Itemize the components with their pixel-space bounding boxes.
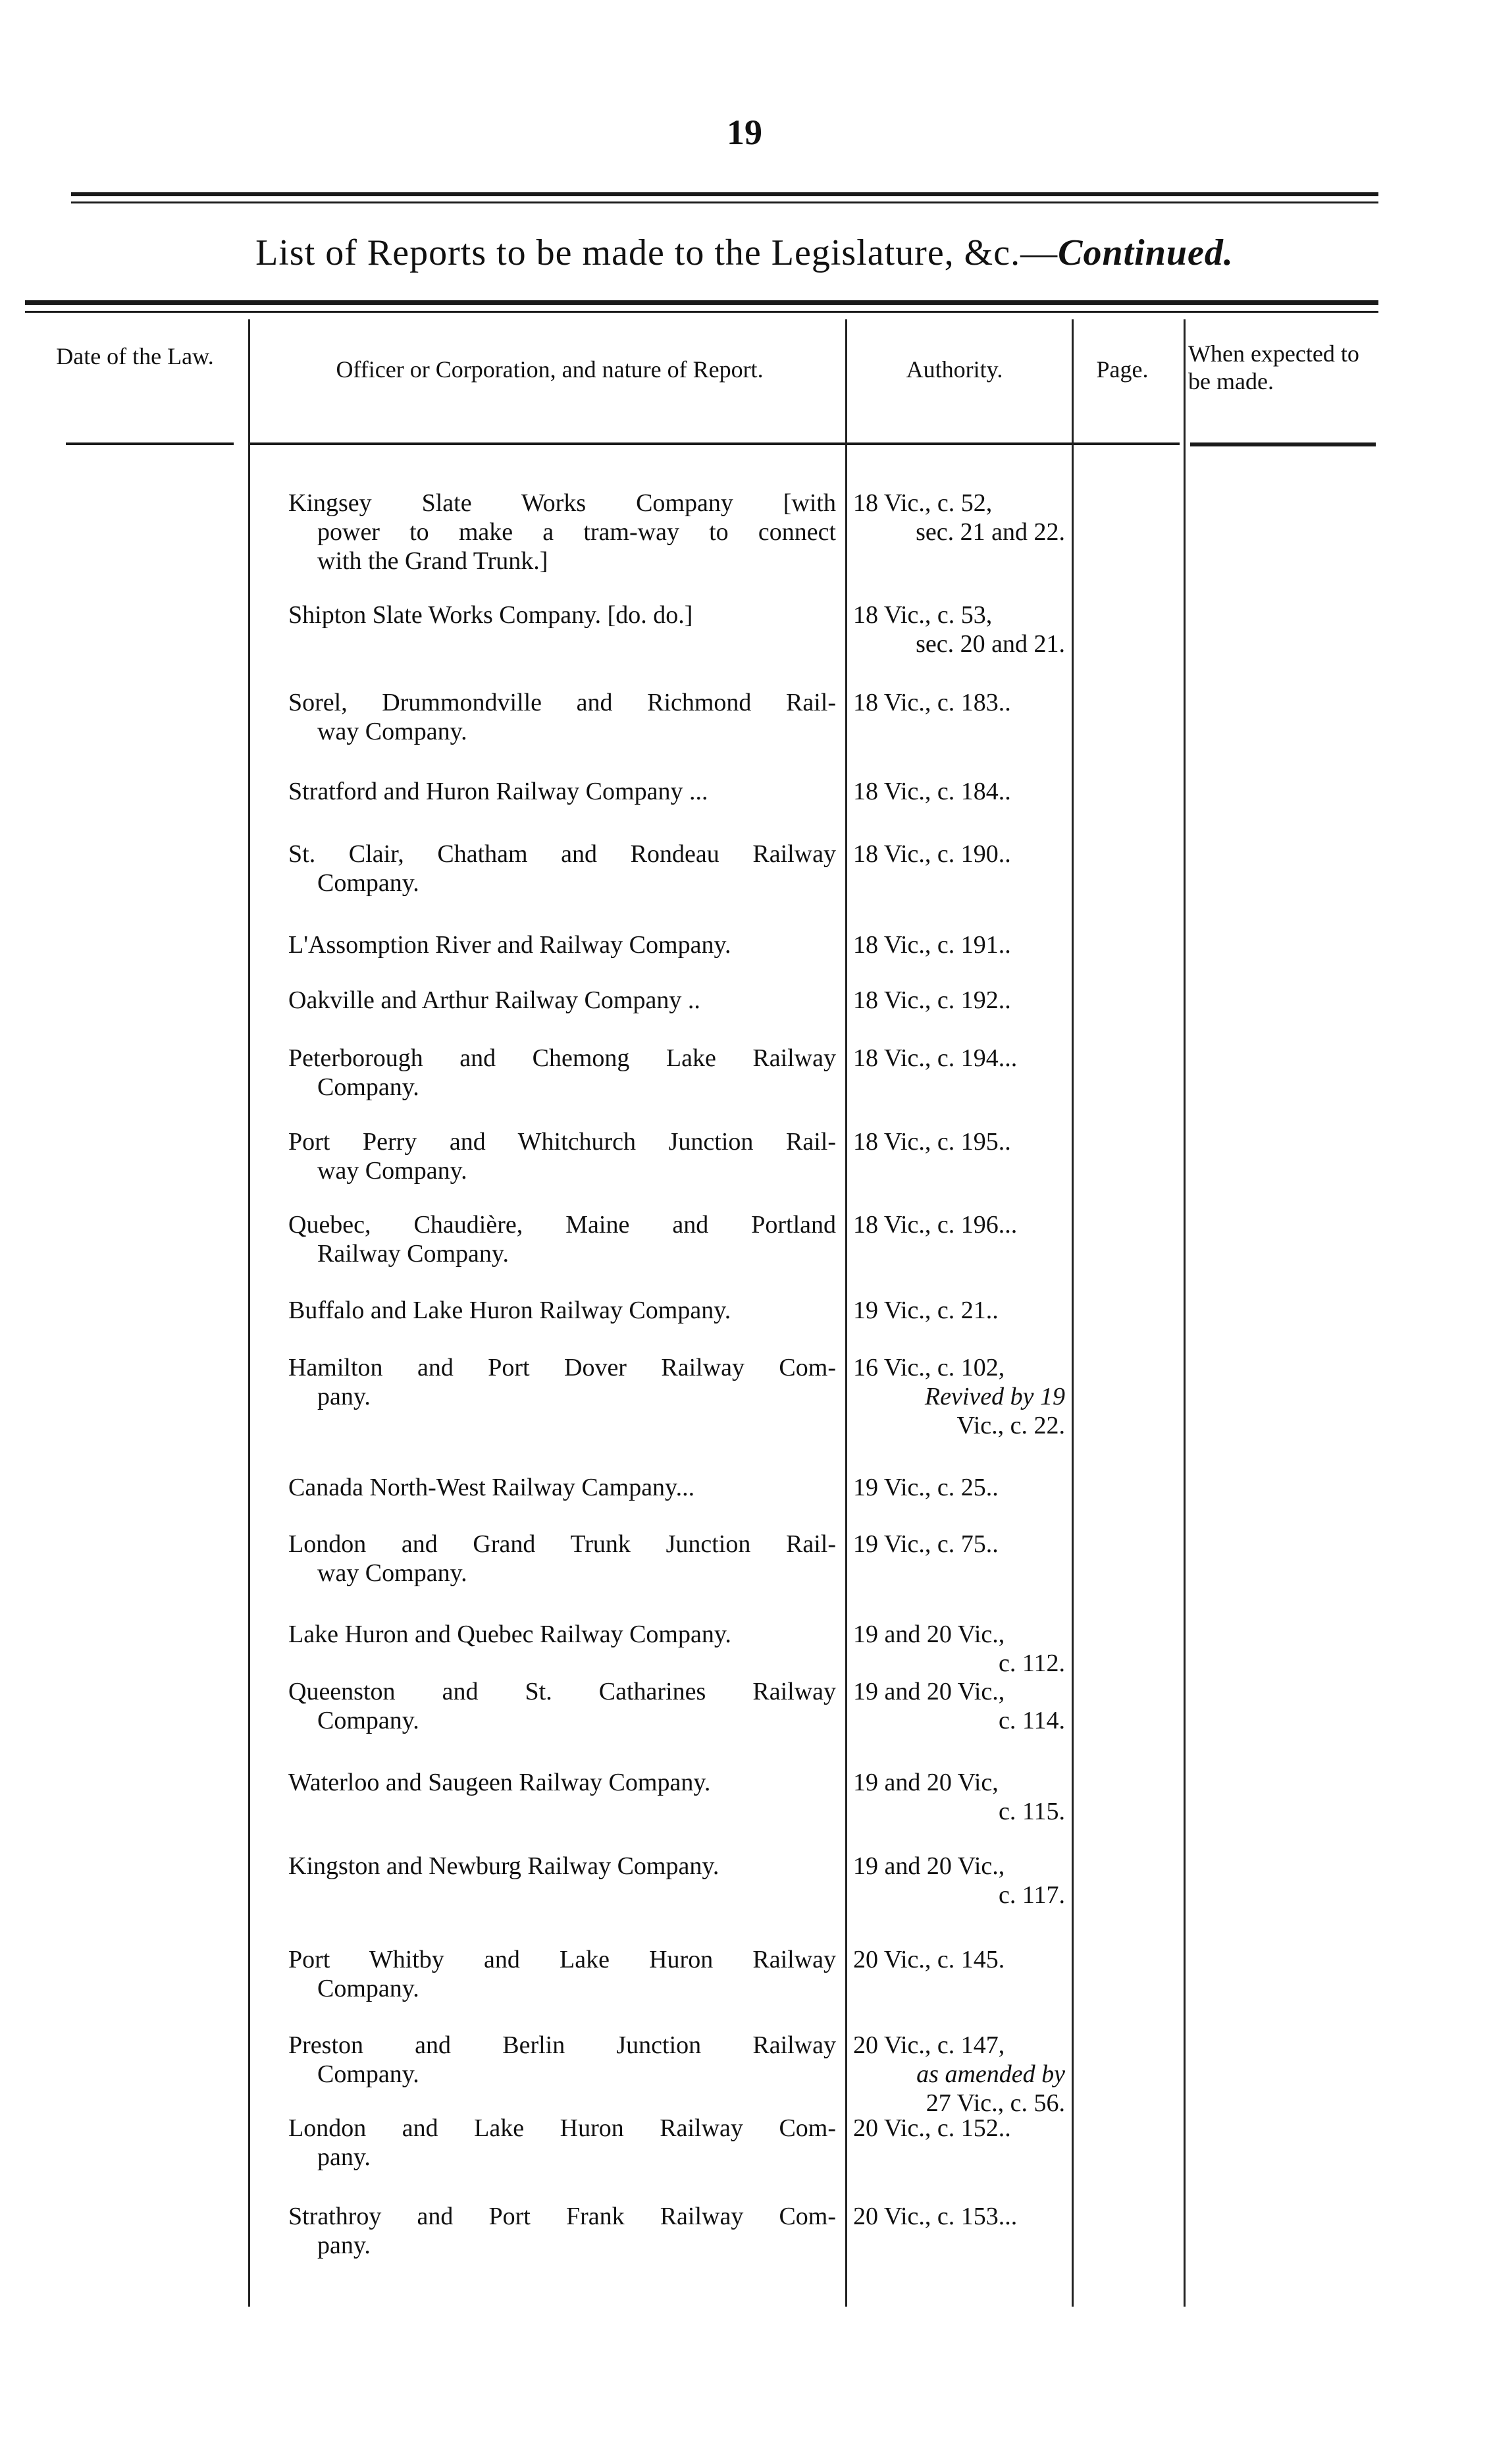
- entry-authority-line: 19 and 20 Vic.,: [853, 1678, 1005, 1705]
- entry-name-line: Preston and Berlin Junction Railway: [288, 2031, 836, 2059]
- entry-name: [288, 2202, 836, 2260]
- header-bottom-rule-2: [250, 442, 1180, 445]
- column-line: [845, 319, 847, 2307]
- entry-name-line: St. Clair, Chatham and Rondeau Railway: [288, 840, 836, 868]
- entry-authority-line: c. 117.: [999, 1881, 1065, 1909]
- entry-authority-line: 18 Vic., c. 192..: [853, 986, 1011, 1014]
- entry-name-line: Stratford and Huron Railway Company ...: [288, 778, 708, 805]
- entry-authority: [853, 601, 1065, 658]
- entry-authority: [853, 1127, 1065, 1156]
- header-officer: Officer or Corporation, and nature of Report.: [336, 356, 764, 383]
- entry-name-line: Sorel, Drummondville and Richmond Rail-: [288, 689, 836, 716]
- entry-name-line: way Company.: [317, 1559, 467, 1587]
- entry-authority-line: 27 Vic., c. 56.: [926, 2089, 1065, 2117]
- entry-authority-line: as amended by: [916, 2060, 1065, 2088]
- top-rule-thin: [71, 201, 1378, 203]
- entry-authority: [853, 688, 1065, 717]
- entry-name: [288, 777, 836, 806]
- header-bottom-rule-3: [1190, 442, 1376, 446]
- entry-name-line: Shipton Slate Works Company. [do. do.]: [288, 601, 693, 629]
- entry-authority: [853, 1296, 1065, 1325]
- title-continued: Continued.: [1058, 232, 1234, 273]
- entry-name-line: Canada North-West Railway Campany...: [288, 1474, 695, 1501]
- entry-name: [288, 1044, 836, 1102]
- page-title: [0, 232, 1489, 274]
- entry-authority: [853, 1945, 1065, 1974]
- entry-name: [288, 1768, 836, 1797]
- entry-name: [288, 1852, 836, 1881]
- entry-authority-line: 18 Vic., c. 196...: [853, 1211, 1018, 1239]
- entry-authority-line: 19 Vic., c. 75..: [853, 1530, 999, 1558]
- entry-authority: [853, 986, 1065, 1015]
- entry-name-line: Queenston and St. Catharines Railway: [288, 1678, 836, 1705]
- entry-name: [288, 1296, 836, 1325]
- entry-authority-line: 16 Vic., c. 102,: [853, 1354, 1005, 1381]
- header-authority: Authority.: [906, 356, 1003, 383]
- entry-name-line: Kingston and Newburg Railway Company.: [288, 1852, 719, 1880]
- entry-authority: [853, 2202, 1065, 2231]
- entry-name: [288, 2114, 836, 2172]
- entry-name-line: Port Whitby and Lake Huron Railway: [288, 1946, 836, 1973]
- entry-name-line: Company.: [317, 869, 419, 897]
- entry-name: [288, 2031, 836, 2089]
- entry-name: [288, 840, 836, 897]
- entry-authority-line: 18 Vic., c. 184..: [853, 778, 1011, 805]
- entry-authority-line: 20 Vic., c. 152..: [853, 2114, 1011, 2142]
- entry-authority-line: 19 Vic., c. 25..: [853, 1474, 999, 1501]
- entry-name-line: Railway Company.: [317, 1240, 509, 1268]
- entry-name-line: Waterloo and Saugeen Railway Company.: [288, 1769, 711, 1796]
- entry-name: [288, 601, 836, 629]
- entry-authority-line: 18 Vic., c. 53,: [853, 601, 993, 629]
- entry-name-line: power to make a tram-way to connect: [317, 518, 836, 546]
- entry-name: [288, 1530, 836, 1588]
- title-main: of Reports to be made to the Legislature, &c.—: [315, 232, 1058, 273]
- entry-authority-line: Revived by 19: [924, 1383, 1065, 1410]
- entry-authority-line: sec. 21 and 22.: [916, 518, 1065, 546]
- entry-authority: [853, 1210, 1065, 1239]
- entry-name-line: Oakville and Arthur Railway Company ..: [288, 986, 700, 1014]
- entry-authority: [853, 1852, 1065, 1910]
- page-number: 19: [727, 113, 762, 152]
- header-top-rule: [25, 300, 1378, 305]
- entry-authority-line: Vic., c. 22.: [956, 1412, 1065, 1439]
- entry-authority-line: 18 Vic., c. 195..: [853, 1128, 1011, 1156]
- header-page: Page.: [1096, 356, 1149, 383]
- entry-name-line: Buffalo and Lake Huron Railway Company.: [288, 1297, 731, 1324]
- header-top-rule-thin: [25, 311, 1378, 313]
- entry-authority: [853, 1353, 1065, 1440]
- entry-authority: [853, 777, 1065, 806]
- entry-name-line: Company.: [317, 1975, 419, 2002]
- entry-name: [288, 688, 836, 746]
- entry-name-line: London and Lake Huron Railway Com-: [288, 2114, 836, 2142]
- entry-name-line: London and Grand Trunk Junction Rail-: [288, 1530, 836, 1558]
- header-bottom-rule-1: [66, 442, 234, 445]
- entry-name-line: Quebec, Chaudière, Maine and Portland: [288, 1211, 836, 1239]
- entry-name-line: Hamilton and Port Dover Railway Com-: [288, 1354, 836, 1381]
- header-date: Date of the Law.: [56, 343, 214, 369]
- entry-name: [288, 489, 836, 576]
- entry-authority: [853, 930, 1065, 959]
- entry-name-line: Lake Huron and Quebec Railway Company.: [288, 1620, 731, 1648]
- header-when: When expected to be made.: [1188, 340, 1359, 394]
- entry-authority: [853, 1620, 1065, 1678]
- entry-authority-line: 19 and 20 Vic.,: [853, 1620, 1005, 1648]
- entry-authority: [853, 1530, 1065, 1559]
- entry-authority-line: 20 Vic., c. 145.: [853, 1946, 1005, 1973]
- entry-name-line: pany.: [317, 2232, 371, 2259]
- entry-name: [288, 1620, 836, 1649]
- entry-authority-line: 19 and 20 Vic.,: [853, 1852, 1005, 1880]
- entry-authority-line: 18 Vic., c. 52,: [853, 489, 993, 517]
- entry-name: [288, 930, 836, 959]
- entry-name-line: pany.: [317, 2143, 371, 2171]
- top-rule: [71, 192, 1378, 196]
- entry-authority-line: c. 115.: [999, 1798, 1065, 1825]
- entry-name: [288, 986, 836, 1015]
- entry-authority: [853, 489, 1065, 547]
- entry-name-line: Company.: [317, 1073, 419, 1101]
- column-line: [1184, 319, 1186, 2307]
- entry-name: [288, 1353, 836, 1411]
- entry-name: [288, 1677, 836, 1735]
- entry-name-line: way Company.: [317, 718, 467, 745]
- title-prefix: List: [255, 232, 316, 273]
- entry-authority: [853, 2031, 1065, 2118]
- entry-authority-line: c. 114.: [999, 1707, 1065, 1734]
- entry-authority: [853, 1473, 1065, 1502]
- entry-authority: [853, 1044, 1065, 1073]
- entry-name-line: Company.: [317, 1707, 419, 1734]
- entry-name-line: with the Grand Trunk.]: [317, 547, 548, 575]
- entry-name-line: Peterborough and Chemong Lake Railway: [288, 1044, 836, 1072]
- entry-authority: [853, 2114, 1065, 2143]
- column-line: [248, 319, 250, 2307]
- entry-name: [288, 1210, 836, 1268]
- entry-name-line: Strathroy and Port Frank Railway Com-: [288, 2203, 836, 2230]
- entry-name-line: way Company.: [317, 1157, 467, 1185]
- entry-authority-line: 19 and 20 Vic,: [853, 1769, 999, 1796]
- entry-name: [288, 1473, 836, 1502]
- entry-name: [288, 1127, 836, 1185]
- entry-authority: [853, 1677, 1065, 1735]
- column-line: [1072, 319, 1074, 2307]
- entry-name: [288, 1945, 836, 2003]
- entry-authority-line: 18 Vic., c. 194...: [853, 1044, 1018, 1072]
- entry-name-line: Kingsey Slate Works Company [with: [288, 489, 836, 517]
- entry-authority-line: sec. 20 and 21.: [916, 630, 1065, 658]
- entry-authority-line: 18 Vic., c. 183..: [853, 689, 1011, 716]
- entry-authority-line: 18 Vic., c. 191..: [853, 931, 1011, 959]
- entry-authority-line: 20 Vic., c. 153...: [853, 2203, 1018, 2230]
- entry-name-line: Company.: [317, 2060, 419, 2088]
- entry-name-line: L'Assomption River and Railway Company.: [288, 931, 731, 959]
- entry-authority-line: c. 112.: [999, 1649, 1065, 1677]
- entry-authority-line: 20 Vic., c. 147,: [853, 2031, 1005, 2059]
- entry-name-line: pany.: [317, 1383, 371, 1410]
- entry-authority: [853, 1768, 1065, 1826]
- entry-authority-line: 19 Vic., c. 21..: [853, 1297, 999, 1324]
- entry-authority-line: 18 Vic., c. 190..: [853, 840, 1011, 868]
- entry-authority: [853, 840, 1065, 869]
- entry-name-line: Port Perry and Whitchurch Junction Rail-: [288, 1128, 836, 1156]
